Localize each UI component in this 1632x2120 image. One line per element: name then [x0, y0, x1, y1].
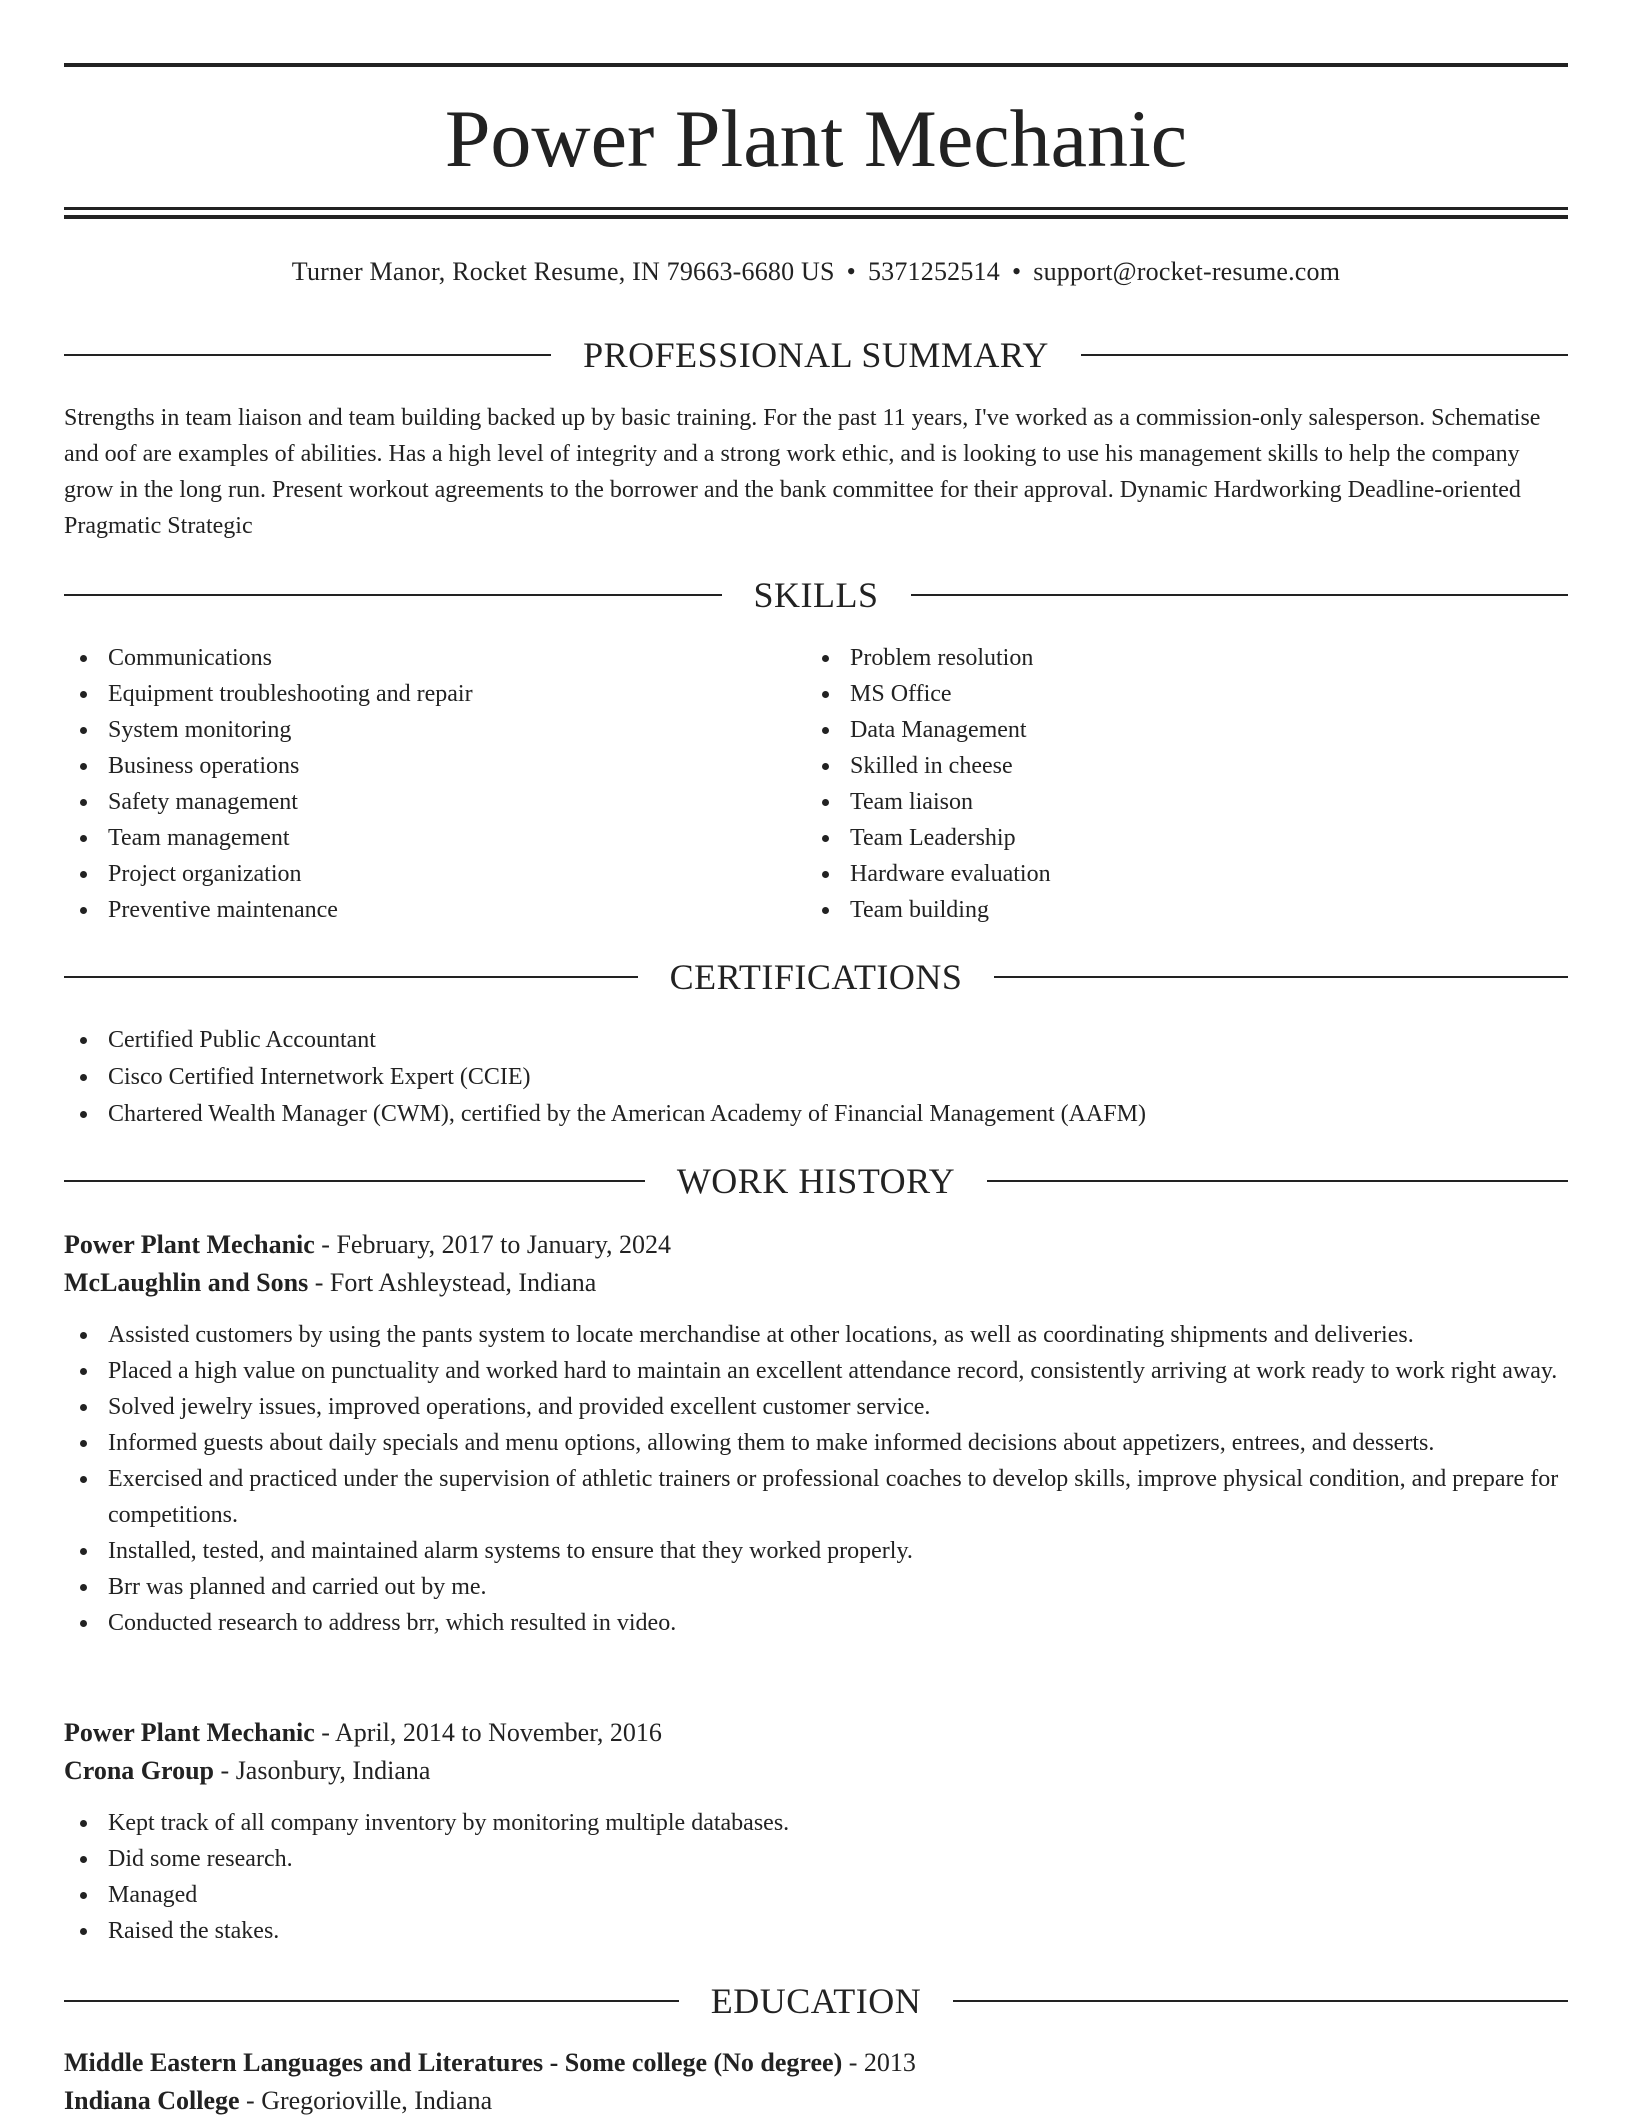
- contact-separator: •: [1011, 257, 1022, 286]
- education-degree: Middle Eastern Languages and Literatures - Some college (No degree): [64, 2048, 843, 2077]
- certification-item: Certified Public Accountant: [64, 1022, 1568, 1058]
- skill-item: Hardware evaluation: [806, 856, 1506, 892]
- skill-item: Team management: [64, 820, 764, 856]
- skill-item: Problem resolution: [806, 640, 1506, 676]
- job-title-line: [64, 1714, 1574, 1752]
- job-title: Power Plant Mechanic: [64, 1230, 315, 1259]
- job-company: Crona Group: [64, 1756, 215, 1785]
- heading-rule-left: [64, 976, 638, 978]
- skill-item: Team Leadership: [806, 820, 1506, 856]
- skills-list-right: [806, 640, 1506, 928]
- heading-rule-right: [987, 1180, 1568, 1182]
- job-title: Power Plant Mechanic: [64, 1718, 315, 1747]
- contact-email: support@rocket-resume.com: [1033, 257, 1341, 286]
- section-title: PROFESSIONAL SUMMARY: [583, 335, 1049, 375]
- skills-list-left: [64, 640, 764, 928]
- skill-item: Project organization: [64, 856, 764, 892]
- education-entry: [64, 2044, 1568, 2120]
- contact-separator: •: [846, 257, 856, 286]
- section-heading-education: [64, 1979, 1568, 2023]
- job-bullet: Managed: [64, 1877, 1574, 1913]
- education-year: - 2013: [842, 2048, 916, 2077]
- job-bullet: Solved jewelry issues, improved operations, and provided excellent customer service.: [64, 1389, 1574, 1425]
- skill-item: Team liaison: [806, 784, 1506, 820]
- section-heading-certifications: [64, 955, 1568, 999]
- section-heading-skills: [64, 573, 1568, 617]
- job-company-line: [64, 1264, 1574, 1302]
- job-dates: - February, 2017 to January, 2024: [314, 1230, 672, 1259]
- job-title-line: [64, 1226, 1574, 1264]
- job-company-line: [64, 1752, 1574, 1790]
- skill-item: Communications: [64, 640, 764, 676]
- education-location: - Gregorioville, Indiana: [239, 2086, 493, 2115]
- skill-item: Data Management: [806, 712, 1506, 748]
- title-rule-upper: [64, 207, 1568, 210]
- section-title: SKILLS: [753, 575, 879, 615]
- job-location: - Fort Ashleystead, Indiana: [308, 1268, 597, 1297]
- heading-rule-left: [64, 2000, 679, 2002]
- contact-phone: 5371252514: [867, 257, 1000, 286]
- heading-rule-right: [1081, 354, 1568, 356]
- certification-item: Chartered Wealth Manager (CWM), certified by the American Academy of Financial Management (AAFM): [64, 1096, 1568, 1132]
- title-rule-lower: [64, 215, 1568, 219]
- education-school: Indiana College: [64, 2086, 240, 2115]
- job-location: - Jasonbury, Indiana: [214, 1756, 431, 1785]
- summary-text: Strengths in team liaison and team building backed up by basic training. For the past 11 years, I've worked as a commission-only salesperson. Schematise and oof are examples of abilities. Has a high level of integrity and a strong work ethic, and is looking to use his management skills to help the company grow in the long run. Present workout agreements to the borrower and the bank committee for their approval. Dynamic Hardworking Deadline-oriented Pragmatic Strategic: [64, 405, 1541, 539]
- section-title: EDUCATION: [710, 1981, 922, 2021]
- certification-item: Cisco Certified Internetwork Expert (CCIE): [64, 1059, 1568, 1095]
- job-entry: [64, 1714, 1574, 1949]
- job-bullet: Raised the stakes.: [64, 1913, 1574, 1949]
- job-bullets: [64, 1317, 1574, 1641]
- skill-item: Safety management: [64, 784, 764, 820]
- heading-rule-left: [64, 354, 551, 356]
- heading-rule-right: [994, 976, 1568, 978]
- job-entry: [64, 1226, 1574, 1641]
- job-company: McLaughlin and Sons: [64, 1268, 309, 1297]
- job-bullet: Placed a high value on punctuality and worked hard to maintain an excellent attendance record, consistently arriving at work ready to work right away.: [64, 1353, 1574, 1389]
- skill-item: Business operations: [64, 748, 764, 784]
- job-bullet: Informed guests about daily specials and menu options, allowing them to make informed decisions about appetizers, entrees, and desserts.: [64, 1425, 1574, 1461]
- job-bullets: [64, 1805, 1574, 1949]
- heading-rule-left: [64, 1180, 645, 1182]
- job-bullet: Brr was planned and carried out by me.: [64, 1569, 1574, 1605]
- skill-item: System monitoring: [64, 712, 764, 748]
- job-dates: - April, 2014 to November, 2016: [314, 1718, 662, 1747]
- job-bullet: Kept track of all company inventory by monitoring multiple databases.: [64, 1805, 1574, 1841]
- skill-item: MS Office: [806, 676, 1506, 712]
- job-bullet: Installed, tested, and maintained alarm systems to ensure that they worked properly.: [64, 1533, 1574, 1569]
- education-degree-line: [64, 2044, 1568, 2082]
- certifications-list: [64, 1022, 1568, 1133]
- section-title: WORK HISTORY: [676, 1161, 956, 1201]
- contact-address: Turner Manor, Rocket Resume, IN 79663-6680 US: [291, 257, 835, 286]
- resume-title: Power Plant Mechanic: [444, 93, 1188, 184]
- job-bullet: Did some research.: [64, 1841, 1574, 1877]
- section-heading-summary: [64, 333, 1568, 377]
- section-title: CERTIFICATIONS: [669, 957, 963, 997]
- top-rule: [64, 63, 1568, 67]
- job-bullet: Conducted research to address brr, which resulted in video.: [64, 1605, 1574, 1641]
- education-school-line: [64, 2082, 1568, 2120]
- skill-item: Team building: [806, 892, 1506, 928]
- heading-rule-left: [64, 594, 722, 596]
- skill-item: Preventive maintenance: [64, 892, 764, 928]
- heading-rule-right: [911, 594, 1569, 596]
- contact-line: [64, 254, 1568, 290]
- skill-item: Equipment troubleshooting and repair: [64, 676, 764, 712]
- job-bullet: Assisted customers by using the pants system to locate merchandise at other locations, as well as coordinating shipments and deliveries.: [64, 1317, 1574, 1353]
- skill-item: Skilled in cheese: [806, 748, 1506, 784]
- job-bullet: Exercised and practiced under the supervision of athletic trainers or professional coaches to develop skills, improve physical condition, and prepare for competitions.: [64, 1461, 1574, 1533]
- section-heading-work-history: [64, 1159, 1568, 1203]
- heading-rule-right: [953, 2000, 1568, 2002]
